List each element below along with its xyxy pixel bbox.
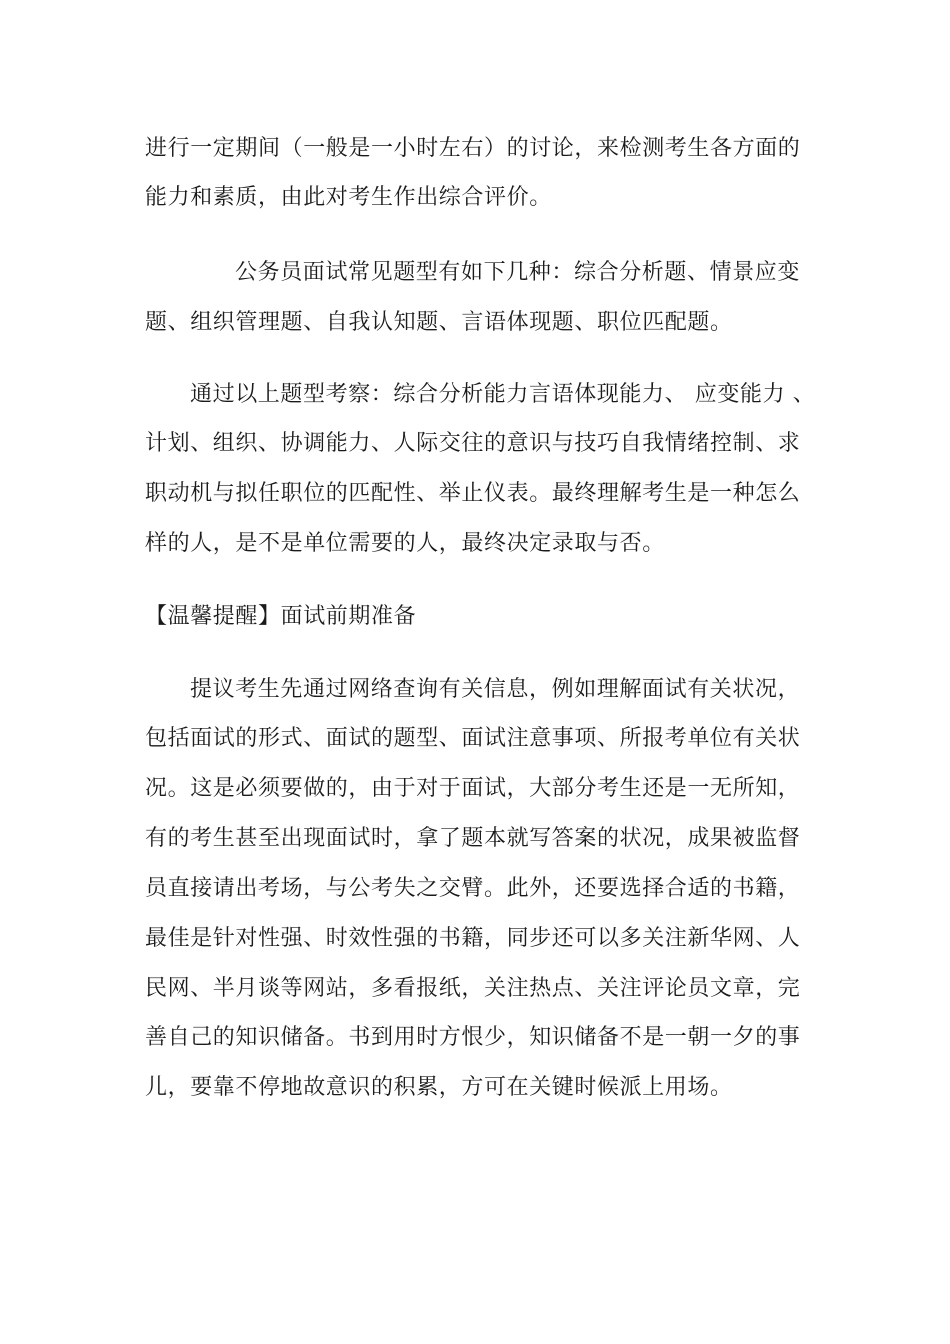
paragraph-4-line-8: 善自己的知识储备。书到用时方恨少，知识储备不是一朝一夕的事 (145, 1025, 801, 1050)
paragraph-4-line-2: 包括面试的形式、面试的题型、面试注意事项、所报考单位有关状 (145, 726, 801, 751)
paragraph-4-line-3: 况。这是必须要做的，由于对于面试，大部分考生还是一无所知， (145, 776, 801, 801)
paragraph-2-line-2: 题、组织管理题、自我认知题、言语体现题、职位匹配题。 (145, 310, 733, 335)
section-heading: 【温馨提醒】面试前期准备 (145, 604, 417, 629)
paragraph-2-line-1: 公务员面试常见题型有如下几种：综合分析题、情景应变 (235, 260, 801, 285)
paragraph-4-line-9: 儿，要靠不停地故意识的积累，方可在关键时候派上用场。 (145, 1075, 733, 1100)
paragraph-1-line-1: 进行一定期间（一般是一小时左右）的讨论，来检测考生各方面的 (145, 136, 801, 161)
paragraph-4-line-4: 有的考生甚至出现面试时，拿了题本就写答案的状况，成果被监督 (145, 826, 801, 851)
paragraph-3-line-2: 计划、组织、协调能力、人际交往的意识与技巧自我情绪控制、求 (145, 431, 801, 456)
paragraph-3-line-4: 样的人，是不是单位需要的人，最终决定录取与否。 (145, 531, 665, 556)
paragraph-3-line-1: 通过以上题型考察：综合分析能力言语体现能力、 应变能力 、 (190, 382, 816, 407)
paragraph-4-line-1: 提议考生先通过网络查询有关信息，例如理解面试有关状况， (190, 677, 801, 702)
paragraph-4-line-5: 员直接请出考场，与公考失之交臂。此外，还要选择合适的书籍， (145, 876, 801, 901)
paragraph-4-line-7: 民网、半月谈等网站，多看报纸，关注热点、关注评论员文章，完 (145, 976, 801, 1001)
paragraph-1-line-2: 能力和素质，由此对考生作出综合评价。 (145, 185, 552, 210)
paragraph-4-line-6: 最佳是针对性强、时效性强的书籍，同步还可以多关注新华网、人 (145, 926, 801, 951)
paragraph-3-line-3: 职动机与拟任职位的匹配性、举止仪表。最终理解考生是一种怎么 (145, 481, 801, 506)
